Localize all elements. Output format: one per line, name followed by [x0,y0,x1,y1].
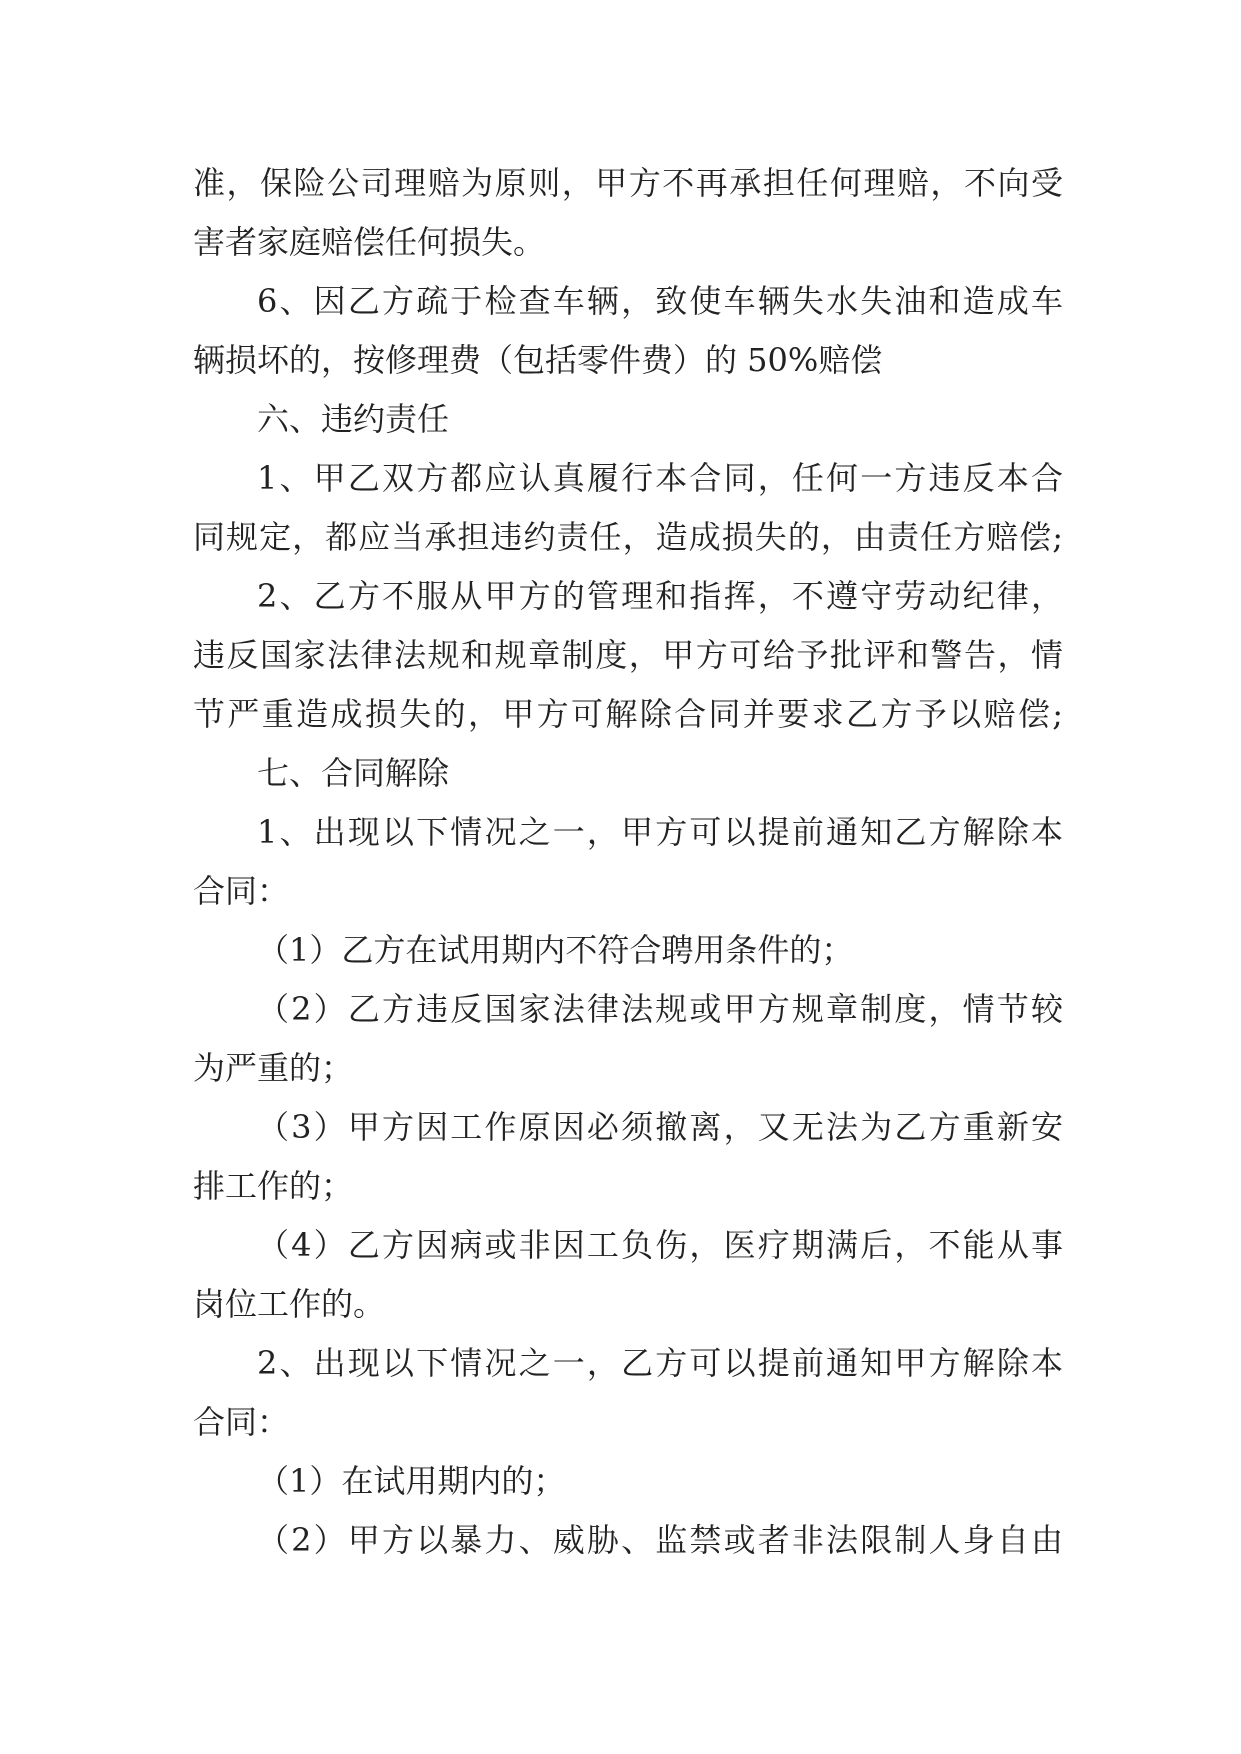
text-line: 1、出现以下情况之一，甲方可以提前通知乙方解除本 [257,813,1063,851]
text-line: 违反国家法律法规和规章制度，甲方可给予批评和警告，情 [193,636,1063,674]
text-line: 岗位工作的。 [193,1285,386,1323]
text-line: （1）在试用期内的； [257,1462,566,1500]
text-line: （3）甲方因工作原因必须撤离，又无法为乙方重新安 [257,1108,1063,1146]
text-line: 合同： [193,1403,290,1441]
text-line: 合同： [193,872,290,910]
text-line: 同规定，都应当承担违约责任，造成损失的，由责任方赔偿; [193,518,1063,556]
text-line: （4）乙方因病或非因工负伤，医疗期满后，不能从事 [257,1226,1063,1264]
text-line: 六、违约责任 [257,400,450,438]
text-line: 排工作的； [193,1167,354,1205]
text-line: 节严重造成损失的，甲方可解除合同并要求乙方予以赔偿; [193,695,1063,733]
text-line: 准，保险公司理赔为原则，甲方不再承担任何理赔，不向受 [193,164,1063,202]
text-line: （2）乙方违反国家法律法规或甲方规章制度，情节较 [257,990,1063,1028]
text-line: 2、出现以下情况之一，乙方可以提前通知甲方解除本 [257,1344,1063,1382]
text-line: 辆损坏的，按修理费（包括零件费）的 50%赔偿 [193,341,883,379]
text-line: 害者家庭赔偿任何损失。 [193,223,546,261]
text-line: 2、乙方不服从甲方的管理和指挥，不遵守劳动纪律， [257,577,1063,615]
text-line: 为严重的； [193,1049,354,1087]
text-line: 1、甲乙双方都应认真履行本合同，任何一方违反本合 [257,459,1063,497]
text-line: （2）甲方以暴力、威胁、监禁或者非法限制人身自由 [257,1521,1063,1559]
document-body [193,154,1063,1570]
text-line: （1）乙方在试用期内不符合聘用条件的； [257,931,854,969]
text-line: 6、因乙方疏于检查车辆，致使车辆失水失油和造成车 [257,282,1063,320]
text-line: 七、合同解除 [257,754,450,792]
